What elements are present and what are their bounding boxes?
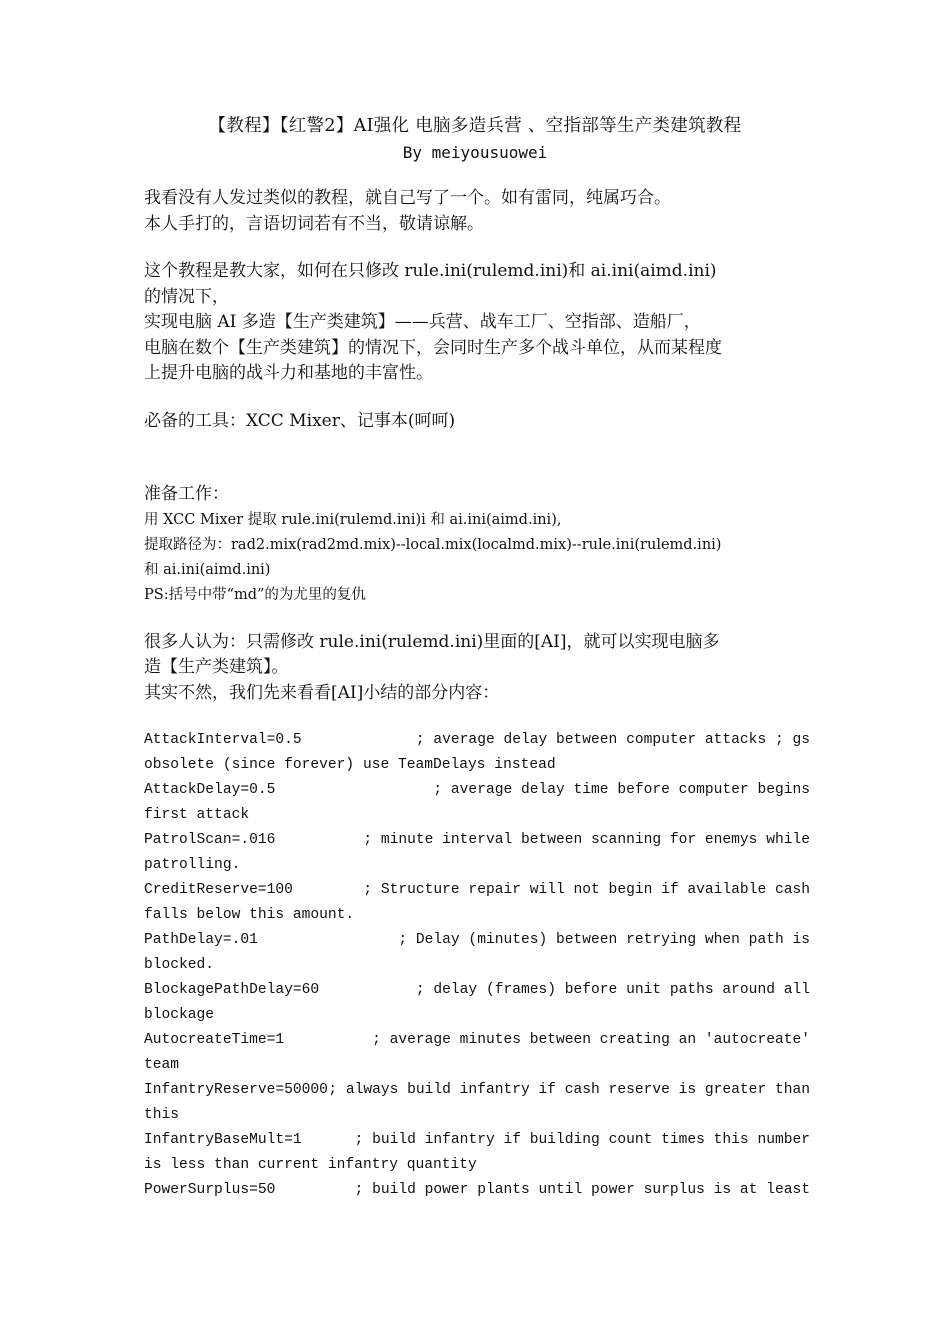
config-comment-continuation: falls below this amount. bbox=[144, 907, 355, 923]
code-entry bbox=[144, 1078, 810, 1128]
config-key: PowerSurplus=50 bbox=[144, 1182, 276, 1198]
config-comment-continuation: obsolete (since forever) use TeamDelays instead bbox=[144, 757, 556, 773]
purpose-line: 实现电脑 AI 多造【生产类建筑】——兵营、战车工厂、空指部、造船厂， bbox=[144, 312, 701, 332]
author-byline: By meiyousuowei bbox=[402, 143, 548, 162]
purpose-line: 电脑在数个【生产类建筑】的情况下，会同时生产多个战斗单位，从而某程度 bbox=[144, 337, 722, 358]
document-title: 【教程】【红警2】AI强化 电脑多造兵营 、空指部等生产类建筑教程 bbox=[208, 116, 742, 136]
config-comment-continuation: first attack bbox=[144, 807, 250, 823]
code-entry bbox=[144, 978, 810, 1028]
code-entry bbox=[144, 728, 810, 778]
config-comment-continuation: blocked. bbox=[144, 957, 215, 973]
code-entry bbox=[144, 1128, 810, 1178]
prep-line: PS:括号中带“md”的为尤里的复仇 bbox=[144, 586, 366, 603]
config-key: CreditReserve=100 bbox=[144, 882, 293, 898]
config-comment: ; delay (frames) before unit paths around all bbox=[415, 982, 810, 998]
config-key: AttackDelay=0.5 bbox=[144, 782, 276, 798]
config-comment-continuation: is less than current infantry quantity bbox=[144, 1157, 477, 1173]
code-entry bbox=[144, 928, 810, 978]
config-comment: ; average minutes between creating an 'autocreate' bbox=[372, 1032, 810, 1048]
config-key: InfantryReserve=50000 bbox=[144, 1082, 328, 1098]
config-key: PathDelay=.01 bbox=[144, 932, 258, 948]
config-comment-continuation: blockage bbox=[144, 1007, 215, 1023]
config-key: AttackInterval=0.5 bbox=[144, 732, 302, 748]
prep-heading: 准备工作： bbox=[144, 484, 229, 504]
config-comment: ; average delay between computer attacks ; gs bbox=[415, 732, 810, 748]
purpose-line: 上提升电脑的战斗力和基地的丰富性。 bbox=[144, 363, 433, 383]
ai-config-code-block bbox=[144, 728, 810, 1203]
config-key: AutocreateTime=1 bbox=[144, 1032, 285, 1048]
config-comment: ; average delay time before computer begins bbox=[433, 782, 810, 798]
purpose-line: 这个教程是教大家，如何在只修改 rule.ini(rulemd.ini)和 ai.ini(aimd.ini) bbox=[144, 261, 717, 281]
tools-line: 必备的工具：XCC Mixer、记事本(呵呵) bbox=[144, 410, 456, 431]
purpose-line: 的情况下， bbox=[144, 286, 229, 307]
code-entry bbox=[144, 828, 810, 878]
claim-line: 其实不然，我们先来看看[AI]小结的部分内容： bbox=[144, 682, 500, 703]
config-comment: ; build power plants until power surplus is at least bbox=[354, 1182, 810, 1198]
code-entry bbox=[144, 878, 810, 928]
config-key: InfantryBaseMult=1 bbox=[144, 1132, 302, 1148]
config-comment-continuation: patrolling. bbox=[144, 857, 241, 873]
code-entry bbox=[144, 1178, 810, 1203]
config-comment: ; Structure repair will not begin if available cash bbox=[363, 882, 810, 898]
intro-line: 本人手打的，言语切词若有不当，敬请谅解。 bbox=[144, 213, 484, 234]
prep-line: 提取路径为：rad2.mix(rad2md.mix)--local.mix(localmd.mix)--rule.ini(rulemd.ini) bbox=[144, 536, 722, 553]
config-key: BlockagePathDelay=60 bbox=[144, 982, 320, 998]
claim-line: 造【生产类建筑】。 bbox=[144, 657, 289, 677]
code-entry bbox=[144, 1028, 810, 1078]
code-entry bbox=[144, 778, 810, 828]
claim-line: 很多人认为：只需修改 rule.ini(rulemd.ini)里面的[AI]，就可以实现电脑多 bbox=[144, 631, 720, 652]
config-comment: ; build infantry if building count times this number bbox=[354, 1132, 810, 1148]
config-comment-continuation: this bbox=[144, 1107, 180, 1123]
prep-line: 用 XCC Mixer 提取 rule.ini(rulemd.ini)i 和 ai.ini(aimd.ini), bbox=[144, 511, 562, 528]
intro-line: 我看没有人发过类似的教程，就自己写了一个。如有雷同，纯属巧合。 bbox=[144, 188, 671, 208]
config-comment: ; Delay (minutes) between retrying when path is bbox=[398, 932, 810, 948]
config-comment: ; minute interval between scanning for enemys while bbox=[363, 832, 810, 848]
config-comment: ; always build infantry if cash reserve is greater than bbox=[328, 1082, 810, 1098]
config-key: PatrolScan=.016 bbox=[144, 832, 276, 848]
prep-line: 和 ai.ini(aimd.ini) bbox=[144, 561, 271, 578]
config-comment-continuation: team bbox=[144, 1057, 180, 1073]
document-body bbox=[144, 186, 810, 1203]
